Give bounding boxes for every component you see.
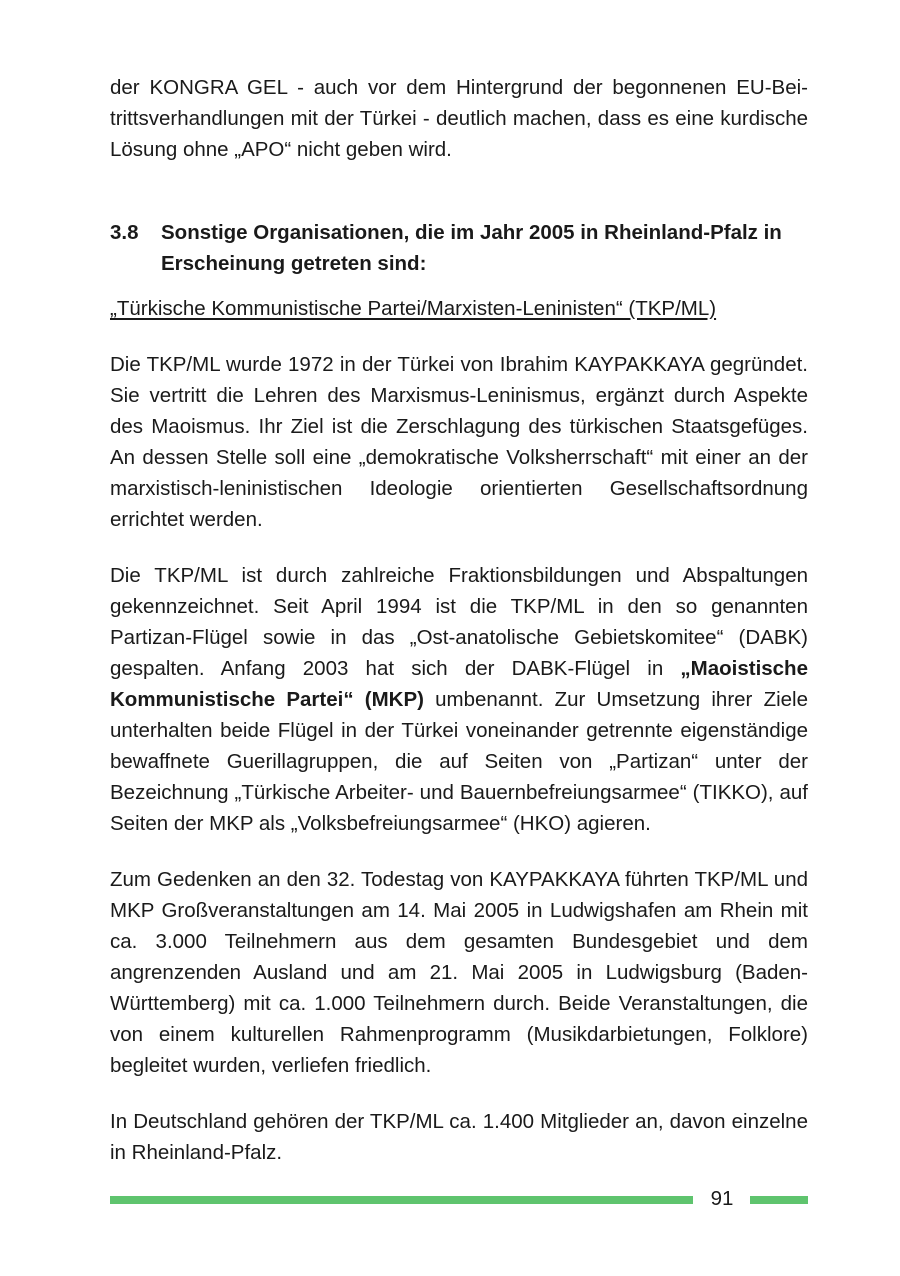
paragraph-factions-part2: umbenannt. Zur Umsetzung ihrer Ziele unterhalten beide Flügel in der Türkei voneinander getrennte eigenständige bewaffnete Guerillagruppen, die auf Seiten von „Partizan“ unter der Bezeichnung „Türkische Arbeiter- und Bauernbefreiungsarmee“ (TIKKO), auf Seiten der MKP als „Volksbefreiungsarmee“ (HKO) agieren.: [110, 688, 808, 835]
section-heading: [110, 217, 808, 279]
paragraph-factions-part1: Die TKP/ML ist durch zahlreiche Fraktionsbildungen und Abspaltungen gekennzeichnet. Seit April 1994 ist die TKP/ML in den so genannten Partizan-Flügel sowie in das „Ost-anatolische Gebietskomitee“ (DABK) gespalten. Anfang 2003 hat sich der DABK-Flügel in: [110, 564, 808, 680]
organization-subheading: „Türkische Kommunistische Partei/Marxisten-Leninisten“ (TKP/ML): [110, 297, 717, 320]
intro-paragraph: der KONGRA GEL - auch vor dem Hintergrund der begonnenen EU-Beitrittsverhandlungen mit der Türkei - deutlich machen, dass es eine kurdische Lösung ohne „APO“ nicht geben wird.: [110, 76, 808, 161]
paragraph-events: Zum Gedenken an den 32. Todestag von KAYPAKKAYA führten TKP/​ML und MKP Großveranstaltungen am 14. Mai 2005 in Ludwigshafen am Rhein mit ca. 3.000 Teilnehmern aus dem gesamten Bundesgebiet und dem angrenzenden Ausland und am 21. Mai 2005 in Ludwigsburg (Baden-Württemberg) mit ca. 1.000 Teilnehmern durch. Beide Veranstaltungen, die von einem kulturellen Rahmenprogramm (Musikdarbietungen, Folklore) begleitet wurden, verliefen friedlich.: [110, 868, 808, 1077]
paragraph-factions-bold: „Maoistische Kommunistische Partei“ (MKP): [110, 657, 808, 711]
section-number: 3.8: [110, 221, 139, 244]
section-title: Sonstige Organisationen, die im Jahr 2005 in Rheinland-Pfalz in Erscheinung getreten sind:: [161, 221, 782, 275]
footer-bar-left: [110, 1196, 693, 1204]
page-content: [110, 70, 808, 1168]
paragraph-founding: Die TKP/ML wurde 1972 in der Türkei von Ibrahim KAYPAKKAYA gegründet. Sie vertritt die Lehren des Marxismus-Leninismus, ergänzt durch Aspekte des Maoismus. Ihr Ziel ist die Zerschlagung des türkischen Staatsgefüges. An dessen Stelle soll eine „demokratische Volksherrschaft“ mit einer an der marxistisch-leninistischen Ideologie orientierten Gesellschaftsordnung errichtet werden.: [110, 353, 808, 531]
page-number: 91: [710, 1187, 734, 1210]
paragraph-membership: In Deutschland gehören der TKP/ML ca. 1.400 Mitglieder an, davon einzelne in Rheinland-Pfalz.: [110, 1110, 808, 1164]
footer-bar-right: [750, 1196, 808, 1204]
paragraph-factions: [110, 560, 808, 839]
page-footer: [110, 1184, 808, 1214]
